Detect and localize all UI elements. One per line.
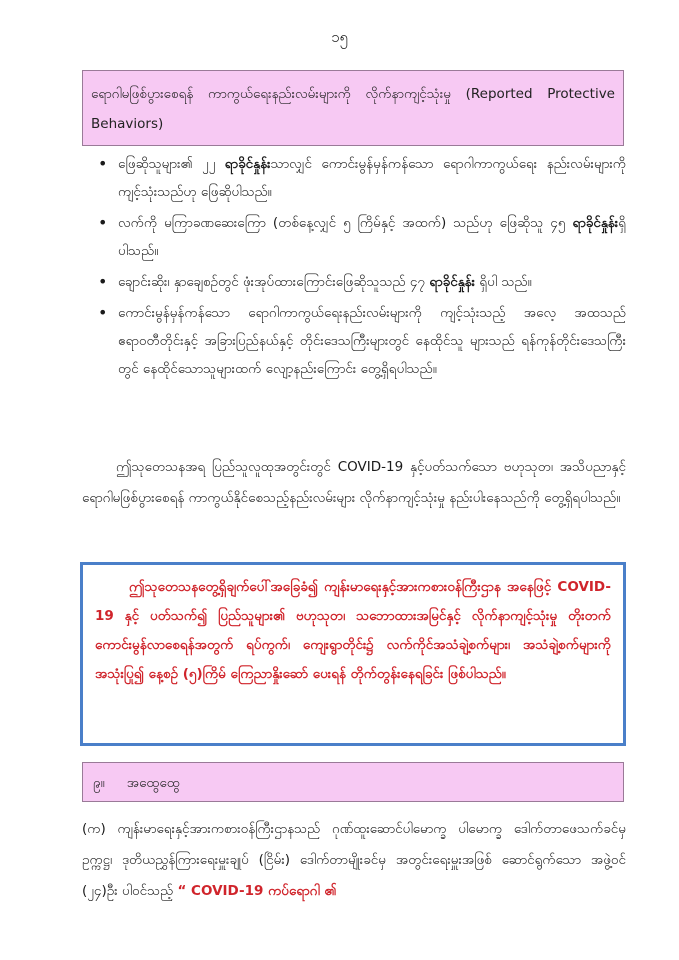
section-heading-general [82, 762, 624, 802]
list-item: • ချောင်းဆိုး၊ နှာချေစဉ်တွင် ဖုံးအုပ်ထားကြောင်းဖြေဆိုသူသည် ၄၇ ရာခိုင်နှုန်း ရှိပါ သည်။ [86, 268, 626, 296]
section-title: အထွေထွေ [126, 775, 180, 791]
bullet-icon: • [98, 303, 108, 322]
page-number: ၁၅ [331, 28, 348, 46]
list-item: • လက်ကို မကြာခဏဆေးကြော (တစ်နေ့လျှင် ၅ ကြိမ်နှင့် အထက်) သည်ဟု ဖြေဆိုသူ ၄၅ ရာခိုင်နှုန်းရှိပါသည်။ [86, 209, 626, 265]
callout-text: ဤသုတေသနတွေ့ရှိချက်ပေါ်အခြေခံ၍ ကျန်းမာရေးနှင့်အားကစားဝန်ကြီးဌာန အနေဖြင့် COVID-19 နှင့် ပတ်သက်၍ ပြည်သူများ၏ ဗဟုသုတ၊ သဘောထားအမြင်နှင့် လိုက်နာကျင့်သုံးမှု တိုးတက်ကောင်းမွန်လာစေရန်အတွက် ရပ်ကွက်၊ ကျေးရွာတိုင်း၌ လက်ကိုင်အသံချဲ့စက်များ၊ အသံချဲ့စက်များကို အသုံးပြု၍ နေ့စဉ် (၅)ကြိမ် ကြေညာနှိုးဆော် ပေးရန် တိုက်တွန်းနေရခြင်း ဖြစ်ပါသည်။ [95, 579, 611, 682]
recommendation-callout [80, 562, 626, 746]
section-title: ရောဂါမဖြစ်ပွားစေရန် ကာကွယ်ရေးနည်းလမ်းများကို လိုက်နာကျင့်သုံးမှု (Reported Protective Behaviors) [91, 86, 615, 132]
bullet-icon: • [98, 154, 108, 173]
list-item: • ဖြေဆိုသူများ၏ ၂၂ ရာခိုင်နှုန်းသာလျှင် ကောင်းမွန်မှန်ကန်သော ရောဂါကာကွယ်ရေး နည်းလမ်းများကို ကျင့်သုံးသည်ဟု ဖြေဆိုပါသည်။ [86, 150, 626, 206]
list-item: • ကောင်းမွန်မှန်ကန်သော ရောဂါကာကွယ်ရေးနည်းလမ်းများကို ကျင့်သုံးသည့် အလေ့ အထသည် ဧရာဝတီတိုင်းနှင့် အခြားပြည်နယ်နှင့် တိုင်းဒေသကြီးများတွင် နေထိုင်သူ များသည် ရန်ကုန်တိုင်းဒေသကြီးတွင် နေထိုင်သောသူများထက် လျော့နည်းကြောင်း တွေ့ရှိရပါသည်။ [86, 299, 626, 383]
section-number: ၉။ [93, 775, 105, 791]
summary-paragraph: ဤသုတေသနအရ ပြည်သူလူထုအတွင်းတွင် COVID-19 နှင့်ပတ်သက်သော ဗဟုသုတ၊ အသိပညာနှင့် ရောဂါမဖြစ်ပွားစေရန် ကာကွယ်နိုင်စေသည့်နည်းလမ်းများ လိုက်နာကျင့်သုံးမှု နည်းပါးနေသည်ကို တွေ့ရှိရပါသည်။ [82, 459, 626, 506]
bullet-icon: • [98, 272, 108, 291]
section-heading-protective-behaviors [82, 70, 624, 146]
bullet-icon: • [98, 213, 108, 232]
general-paragraph: (က) ကျန်းမာရေးနှင့်အားကစားဝန်ကြီးဌာနသည် ဂုဏ်ထူးဆောင်ပါမောက္ခ ပါမောက္ခ ဒေါက်တာဖေသက်ခင်မှ ဥက္ကဋ္ဌ၊ ဒုတိယညွှန်ကြားရေးမှူးချုပ် (ငြိမ်း) ဒေါက်တာမျိုးခင်မှ အတွင်းရေးမှူးအဖြစ် ဆောင်ရွက်သော အဖွဲ့ဝင် (၂၄)ဦး ပါဝင်သည့် “ COVID-19 ကပ်ရောဂါ ၏ [82, 821, 626, 899]
findings-list [86, 150, 626, 386]
highlight-text: “ COVID-19 ကပ်ရောဂါ ၏ [177, 883, 337, 899]
